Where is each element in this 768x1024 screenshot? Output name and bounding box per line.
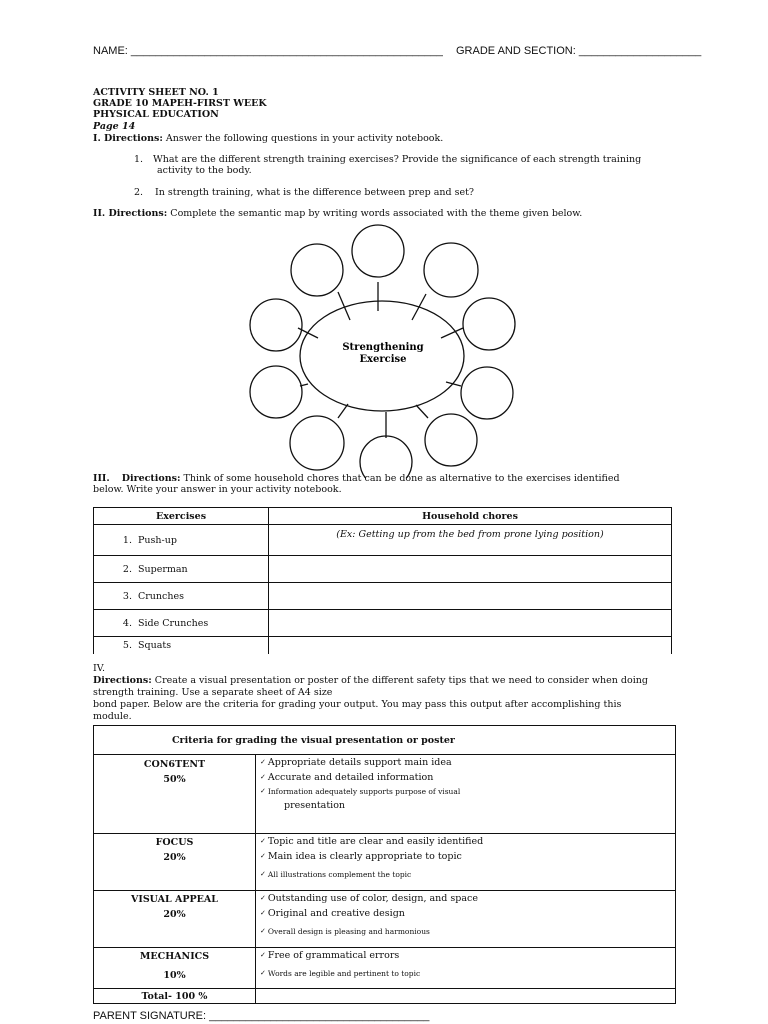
check-icon: ✓: [260, 773, 266, 781]
chore-cell[interactable]: [269, 610, 672, 637]
criteria-item: ✓ Overall design is pleasing and harmonious: [260, 927, 430, 936]
part4-dir-label: Directions:: [93, 675, 152, 686]
criteria-name-cell: [94, 755, 256, 834]
exercise-cell: 4. Side Crunches: [94, 610, 269, 637]
part4-directions-line1: [93, 675, 648, 687]
criteria-total: Total- 100 %: [94, 989, 256, 1004]
criteria-item: ✓ Accurate and detailed information: [260, 772, 434, 783]
outer-circle: [250, 366, 302, 418]
part2-directions: [93, 208, 582, 220]
table-row: [94, 583, 672, 610]
criteria-title-row: [94, 726, 676, 755]
criteria-items-cell: [256, 891, 676, 948]
chore-cell[interactable]: (Ex: Getting up from the bed from prone lying position): [269, 525, 672, 556]
check-icon: ✓: [260, 909, 266, 917]
chore-cell[interactable]: [269, 637, 672, 655]
criteria-percent: 50%: [163, 774, 186, 785]
criteria-row-focus: [94, 834, 676, 891]
criteria-items-cell: [256, 834, 676, 891]
criteria-item: ✓ Appropriate details support main idea: [260, 757, 452, 768]
table-row: [94, 637, 672, 655]
criteria-name-cell: [94, 948, 256, 989]
table-header-row: [94, 508, 672, 525]
criteria-percent: 20%: [163, 852, 186, 863]
criteria-item: ✓ Outstanding use of color, design, and space: [260, 893, 478, 904]
criteria-item: ✓ Topic and title are clear and easily identified: [260, 836, 484, 847]
parent-signature-label: PARENT SIGNATURE: ____________________________________: [93, 1010, 430, 1022]
criteria-item: ✓ Original and creative design: [260, 908, 405, 919]
part3-text-line1: Think of some household chores that can be done as alternative to the exercises identified: [180, 473, 620, 484]
criteria-total-blank: [256, 989, 676, 1004]
outer-circle: [360, 436, 412, 478]
check-icon: ✓: [260, 870, 266, 878]
check-icon: ✓: [260, 927, 266, 935]
page-reference: Page 14: [93, 121, 136, 132]
grading-criteria-table: [93, 725, 676, 1004]
table-row: [94, 610, 672, 637]
outer-circle: [463, 298, 515, 350]
exercise-cell: 1. Push-up: [94, 525, 269, 556]
part3-label: III.: [93, 473, 110, 484]
outer-circle: [291, 244, 343, 296]
column-header-exercises: Exercises: [94, 508, 269, 525]
criteria-item: ✓ Information adequately supports purpose of visual: [260, 787, 461, 796]
check-icon: ✓: [260, 787, 266, 795]
exercise-cell: 5. Squats: [94, 637, 269, 655]
check-icon: ✓: [260, 951, 266, 959]
part4-label: IV.: [93, 663, 105, 674]
check-icon: ✓: [260, 969, 266, 977]
semantic-map: [240, 222, 530, 478]
outer-circle: [425, 414, 477, 466]
table-row: [94, 556, 672, 583]
criteria-name-cell: [94, 891, 256, 948]
outer-circle: [424, 243, 478, 297]
column-header-chores: Household chores: [269, 508, 672, 525]
part1-text: Answer the following questions in your activity notebook.: [162, 133, 444, 144]
criteria-item: ✓ All illustrations complement the topic: [260, 870, 412, 879]
question-2-number: 2.: [134, 187, 144, 198]
map-center-line2: Exercise: [359, 354, 407, 365]
exercise-chores-table: [93, 507, 672, 654]
question-1-line2: activity to the body.: [157, 165, 252, 176]
criteria-item: ✓ Words are legible and pertinent to topic: [260, 969, 421, 978]
outer-circle: [250, 299, 302, 351]
subject-title: PHYSICAL EDUCATION: [93, 109, 219, 120]
part3-directions-line1: [93, 473, 620, 485]
part4-directions-line2: strength training. Use a separate sheet of A4 size: [93, 687, 333, 698]
activity-sheet-title: ACTIVITY SHEET NO. 1: [93, 87, 219, 98]
part1-directions: [93, 133, 443, 145]
map-center-line1: Strengthening: [342, 342, 424, 353]
part2-label: II. Directions:: [93, 208, 168, 219]
criteria-percent: 20%: [163, 909, 186, 920]
exercise-cell: 3. Crunches: [94, 583, 269, 610]
criteria-items-cell: [256, 755, 676, 834]
criteria-name-cell: [94, 834, 256, 891]
criteria-percent: 10%: [163, 970, 186, 981]
part2-text: Complete the semantic map by writing words associated with the theme given below.: [167, 208, 583, 219]
criteria-row-mechanics: [94, 948, 676, 989]
connector-line: [416, 405, 428, 418]
grade-week-title: GRADE 10 MAPEH-FIRST WEEK: [93, 98, 267, 109]
check-icon: ✓: [260, 894, 266, 902]
part4-directions-line3: bond paper. Below are the criteria for grading your output. You may pass this output after accomplishing this: [93, 699, 622, 710]
part3-dir-label: Directions:: [121, 473, 181, 484]
chore-cell[interactable]: [269, 556, 672, 583]
table-row: [94, 525, 672, 556]
criteria-name: CON6TENT: [143, 759, 206, 770]
check-icon: ✓: [260, 837, 266, 845]
chore-cell[interactable]: [269, 583, 672, 610]
connector-line: [441, 328, 463, 338]
name-field-label: NAME: ___________________________________________________: [93, 45, 443, 57]
criteria-items-cell: [256, 948, 676, 989]
criteria-row-visual-appeal: [94, 891, 676, 948]
criteria-item-continuation: presentation: [284, 800, 346, 811]
question-1-number: 1.: [134, 154, 144, 165]
criteria-name: MECHANICS: [139, 951, 210, 962]
part1-label: I. Directions:: [93, 133, 163, 144]
criteria-item: ✓ Main idea is clearly appropriate to topic: [260, 851, 462, 862]
criteria-name: VISUAL APPEAL: [131, 894, 218, 905]
question-2-text: In strength training, what is the difference between prep and set?: [155, 187, 475, 198]
criteria-row-content: [94, 755, 676, 834]
outer-circle: [290, 416, 344, 470]
criteria-total-row: [94, 989, 676, 1004]
grade-section-field-label: GRADE AND SECTION: ____________________: [456, 45, 702, 57]
part4-text-line1: Create a visual presentation or poster of the different safety tips that we need to consider when doing: [151, 675, 648, 686]
outer-circle: [352, 225, 404, 277]
part3-directions-line2: below. Write your answer in your activity notebook.: [93, 484, 342, 495]
criteria-title: Criteria for grading the visual presentation or poster: [94, 726, 676, 755]
exercise-cell: 2. Superman: [94, 556, 269, 583]
criteria-name: FOCUS: [155, 837, 194, 848]
outer-circle: [461, 367, 513, 419]
question-1-line1: What are the different strength training exercises? Provide the significance of each strength training: [153, 154, 642, 165]
part4-directions-line4: module.: [93, 711, 132, 722]
check-icon: ✓: [260, 758, 266, 766]
check-icon: ✓: [260, 852, 266, 860]
criteria-item: ✓ Free of grammatical errors: [260, 950, 400, 961]
